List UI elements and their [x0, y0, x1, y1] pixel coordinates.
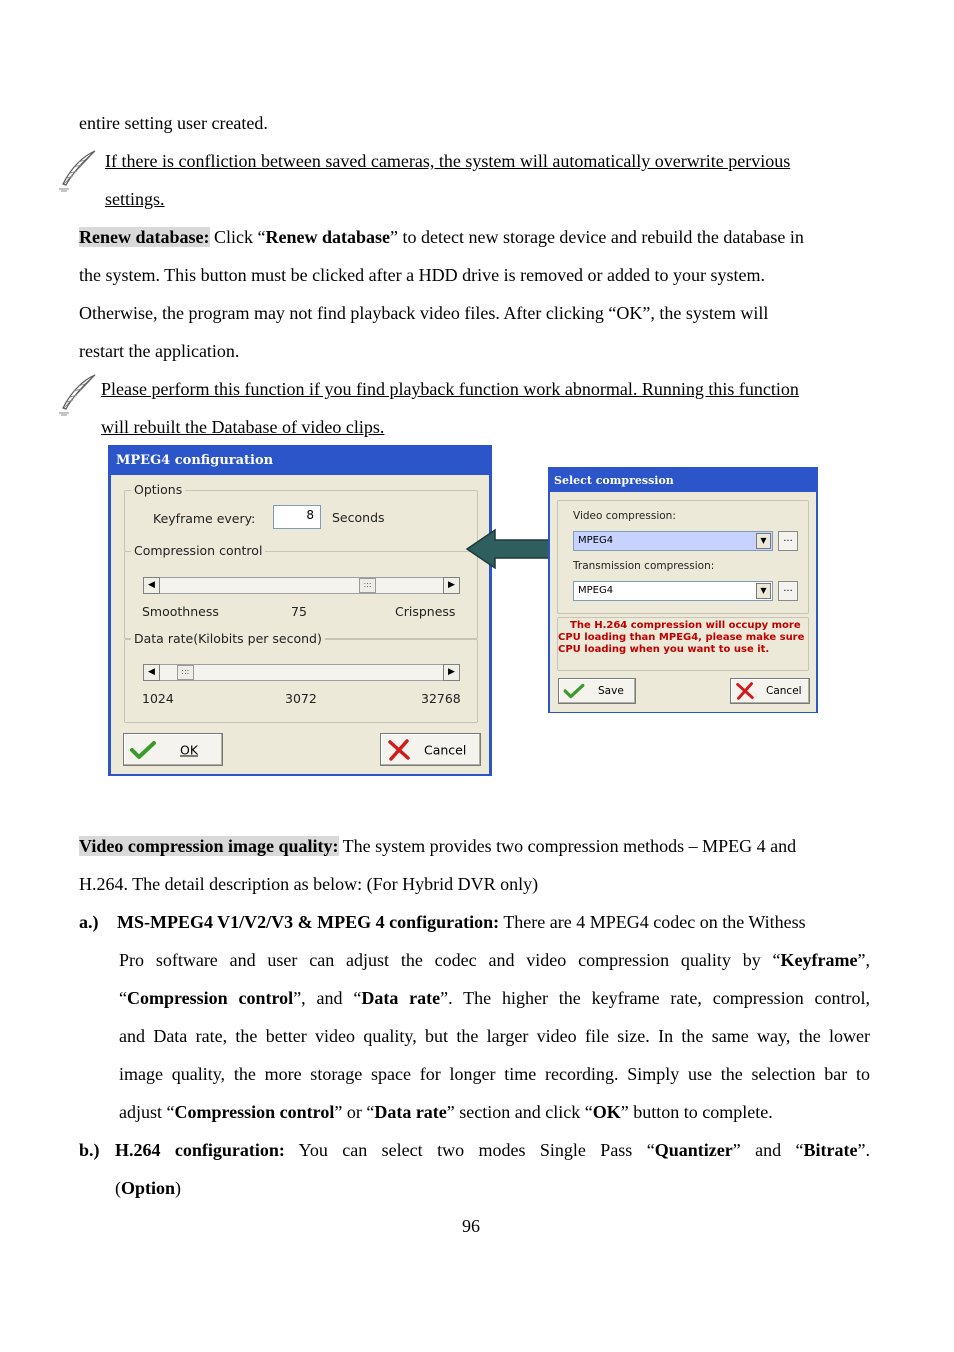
- slider-thumb[interactable]: :::: [359, 578, 376, 593]
- paragraph-line: Pro software and user can adjust the codec and video compression quality by “Keyframe”,: [119, 950, 870, 970]
- keyframe-label: Keyframe every:: [153, 511, 256, 526]
- paragraph-line: restart the application.: [79, 341, 240, 361]
- compression-min-label: Smoothness: [142, 604, 219, 619]
- compression-max-label: Crispness: [395, 604, 456, 619]
- slider-left-arrow-icon[interactable]: ◀: [143, 577, 160, 594]
- dialog-title: Select compression: [554, 474, 674, 487]
- paragraph-line: and Data rate, the better video quality, but the larger video file size. In the same way, the lower: [119, 1026, 870, 1046]
- cancel-button[interactable]: [380, 733, 481, 766]
- paragraph-line: Video compression image quality: The system provides two compression methods – MPEG 4 and: [79, 836, 797, 856]
- data-rate-slider[interactable]: [143, 664, 460, 681]
- compression-slider[interactable]: [143, 577, 460, 594]
- keyframe-input[interactable]: 8: [273, 505, 321, 529]
- transmission-compression-label: Transmission compression:: [573, 560, 715, 572]
- section-heading: Video compression image quality:: [79, 836, 339, 856]
- seconds-label: Seconds: [332, 510, 385, 525]
- paragraph-line: adjust “Compression control” or “Data rate” section and click “OK” button to complete.: [119, 1102, 773, 1122]
- cancel-button-label: Cancel: [766, 685, 802, 697]
- paragraph-line: MS-MPEG4 V1/V2/V3 & MPEG 4 configuration: There are 4 MPEG4 codec on the Withess: [117, 912, 806, 932]
- list-item-label: a.): [79, 912, 99, 932]
- note-line: will rebuilt the Database of video clips.: [101, 417, 385, 437]
- checkmark-icon: [563, 683, 585, 699]
- note-line: Please perform this function if you find playback function work abnormal. Running this function: [101, 379, 799, 399]
- note-line: settings.: [105, 189, 165, 209]
- ok-button-label: OK: [180, 742, 199, 757]
- slider-right-arrow-icon[interactable]: ▶: [443, 664, 460, 681]
- slider-right-arrow-icon[interactable]: ▶: [443, 577, 460, 594]
- paragraph-line: Otherwise, the program may not find playback video files. After clicking “OK”, the system will: [79, 303, 769, 323]
- select-compression-dialog: [548, 467, 818, 713]
- note-line: If there is confliction between saved cameras, the system will automatically overwrite pervious: [105, 151, 791, 171]
- save-button[interactable]: [558, 678, 636, 704]
- paragraph-line: H.264 configuration: You can select two modes Single Pass “Quantizer” and “Bitrate”.: [115, 1140, 871, 1160]
- compression-control-group: [124, 543, 478, 639]
- video-compression-select[interactable]: MPEG4 ▼: [573, 531, 773, 551]
- cancel-button[interactable]: [730, 678, 810, 704]
- red-x-icon: [735, 682, 755, 700]
- quill-pen-icon: [55, 372, 99, 416]
- list-item-label: b.): [79, 1140, 100, 1160]
- transmission-options-button[interactable]: ...: [778, 581, 798, 601]
- mpeg4-configuration-dialog: [108, 445, 492, 776]
- paragraph-line: Renew database: Click “Renew database” to detect new storage device and rebuild the database in: [79, 227, 804, 247]
- save-button-label: Save: [598, 685, 624, 697]
- paragraph-line: the system. This button must be clicked after a HDD drive is removed or added to your system.: [79, 265, 766, 285]
- red-x-icon: [387, 739, 411, 761]
- paragraph-line: (Option): [115, 1178, 182, 1198]
- dropdown-arrow-icon[interactable]: ▼: [756, 533, 771, 549]
- quill-pen-icon: [55, 148, 99, 192]
- section-heading: Renew database:: [79, 227, 210, 247]
- dropdown-arrow-icon[interactable]: ▼: [756, 583, 771, 599]
- data-rate-max-label: 32768: [421, 691, 461, 706]
- dialog-body: [111, 475, 489, 774]
- video-options-button[interactable]: ...: [778, 531, 798, 551]
- ok-button[interactable]: [123, 733, 223, 766]
- paragraph-line: “Compression control”, and “Data rate”. The higher the keyframe rate, compression control,: [119, 988, 871, 1008]
- dialog-title: MPEG4 configuration: [116, 453, 274, 468]
- slider-left-arrow-icon[interactable]: ◀: [143, 664, 160, 681]
- transmission-compression-select[interactable]: MPEG4 ▼: [573, 581, 773, 601]
- data-rate-mid-label: 3072: [285, 691, 317, 706]
- slider-thumb[interactable]: :::: [177, 665, 194, 680]
- data-rate-min-label: 1024: [142, 691, 174, 706]
- checkmark-icon: [130, 740, 156, 760]
- video-compression-label: Video compression:: [573, 510, 676, 522]
- paragraph-line: H.264. The detail description as below: (For Hybrid DVR only): [79, 874, 539, 894]
- compression-value-label: 75: [291, 604, 307, 619]
- dialog-body: [550, 492, 816, 712]
- paragraph-line: entire setting user created.: [79, 113, 268, 133]
- group-label: Compression control: [131, 543, 265, 558]
- group-label: Options: [131, 482, 185, 497]
- warning-text: The H.264 compression will occupy more CPU loading than MPEG4, please make sure CPU loading when you want to use it.: [558, 620, 805, 655]
- page-number: 96: [462, 1216, 480, 1236]
- paragraph-line: image quality, the more storage space for longer time recording. Simply use the selection bar to: [119, 1064, 870, 1084]
- group-label: Data rate(Kilobits per second): [131, 631, 325, 646]
- cancel-button-label: Cancel: [424, 742, 467, 757]
- data-rate-group: [124, 631, 478, 723]
